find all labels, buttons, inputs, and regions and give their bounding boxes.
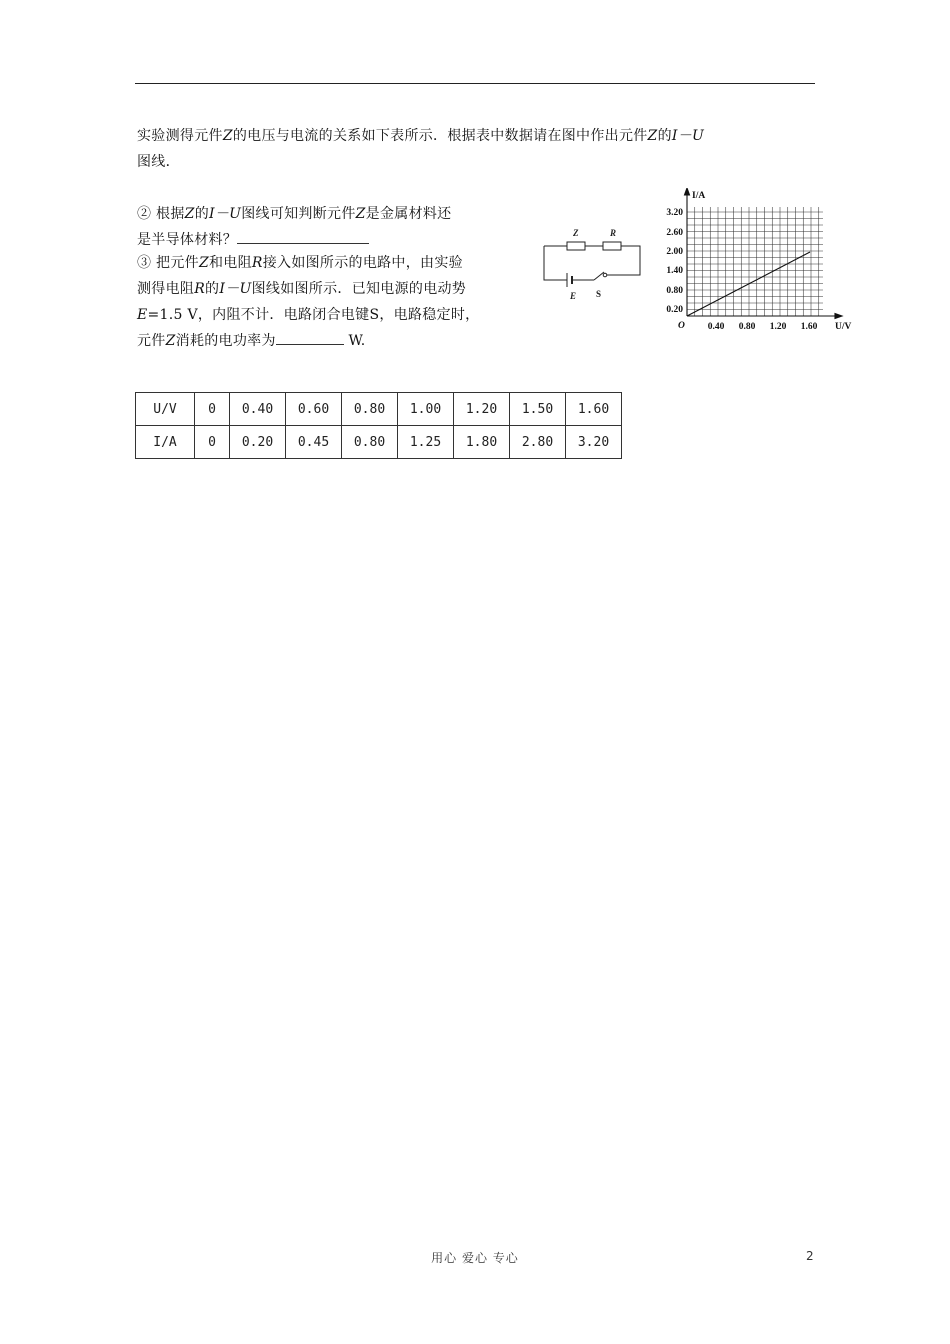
data-table xyxy=(135,392,622,459)
resistor-r-box xyxy=(603,242,621,250)
table-cell: 1.50 xyxy=(510,393,566,426)
label-s: S xyxy=(596,289,602,299)
table-cell: 2.80 xyxy=(510,426,566,459)
y-tick-label: 3.20 xyxy=(666,208,683,218)
origin-label: O xyxy=(678,321,685,331)
y-axis-arrow xyxy=(685,188,690,195)
table-cell: 1.60 xyxy=(566,393,622,426)
table-cell: 0.40 xyxy=(230,393,286,426)
graph-grid xyxy=(687,207,823,316)
table-cell: 1.25 xyxy=(398,426,454,459)
y-tick-label: 0.80 xyxy=(666,286,683,296)
table-cell: 1.20 xyxy=(454,393,510,426)
label-z: Z xyxy=(573,228,579,238)
header-rule xyxy=(135,83,815,84)
component-z-box xyxy=(567,242,585,250)
label-e: E xyxy=(570,291,577,301)
table-cell: 0.80 xyxy=(342,393,398,426)
table-row xyxy=(136,393,622,426)
x-axis-label: U/V xyxy=(835,322,852,332)
resistor-iu-line xyxy=(687,252,810,316)
y-tick-label: 2.00 xyxy=(666,247,683,257)
intro-paragraph: 实验测得元件Z的电压与电流的关系如下表所示．根据表中数据请在图中作出元件Z的I－U 图线． xyxy=(137,128,705,170)
x-tick-label: 1.20 xyxy=(769,322,787,332)
footer-slogan: 用心 爱心 专心 xyxy=(431,1251,519,1265)
iu-graph xyxy=(660,188,865,338)
table-cell: 0.45 xyxy=(286,426,342,459)
table-cell: 3.20 xyxy=(566,426,622,459)
question-3: ③ 把元件Z和电阻R接入如图所示的电路中，由实验 测得电阻R的I－U图线如图所示．已知电源的电动势 E=1.5 V，内阻不计．电路闭合电键S，电路稳定时， 元件Z消耗的电功率为 W. xyxy=(137,255,480,349)
y-axis-label: I/A xyxy=(692,191,706,201)
page-number: 2 xyxy=(806,1249,814,1263)
x-tick-label: 0.80 xyxy=(738,322,756,332)
answer-blank-q3[interactable] xyxy=(276,330,344,345)
table-cell: 1.00 xyxy=(398,393,454,426)
table-cell: 1.80 xyxy=(454,426,510,459)
x-axis-arrow xyxy=(835,314,842,319)
answer-blank-q2[interactable] xyxy=(237,229,369,244)
table-cell: 0.80 xyxy=(342,426,398,459)
circuit-diagram xyxy=(540,222,645,302)
row-header: I/A xyxy=(136,426,195,459)
x-tick-label: 0.40 xyxy=(707,322,725,332)
switch-contact xyxy=(603,273,607,277)
label-r: R xyxy=(610,228,617,238)
y-tick-label: 2.60 xyxy=(666,228,683,238)
table-cell: 0.20 xyxy=(230,426,286,459)
x-tick-label: 1.60 xyxy=(800,322,818,332)
table-cell: 0.60 xyxy=(286,393,342,426)
switch-blade xyxy=(594,272,604,280)
row-header: U/V xyxy=(136,393,195,426)
table-cell: 0 xyxy=(195,393,230,426)
y-tick-label: 1.40 xyxy=(666,266,683,276)
y-tick-label: 0.20 xyxy=(666,305,683,315)
table-cell: 0 xyxy=(195,426,230,459)
table-row xyxy=(136,426,622,459)
question-2: ② 根据Z的I－U图线可知判断元件Z是金属材料还 是半导体材料？ xyxy=(137,206,452,248)
